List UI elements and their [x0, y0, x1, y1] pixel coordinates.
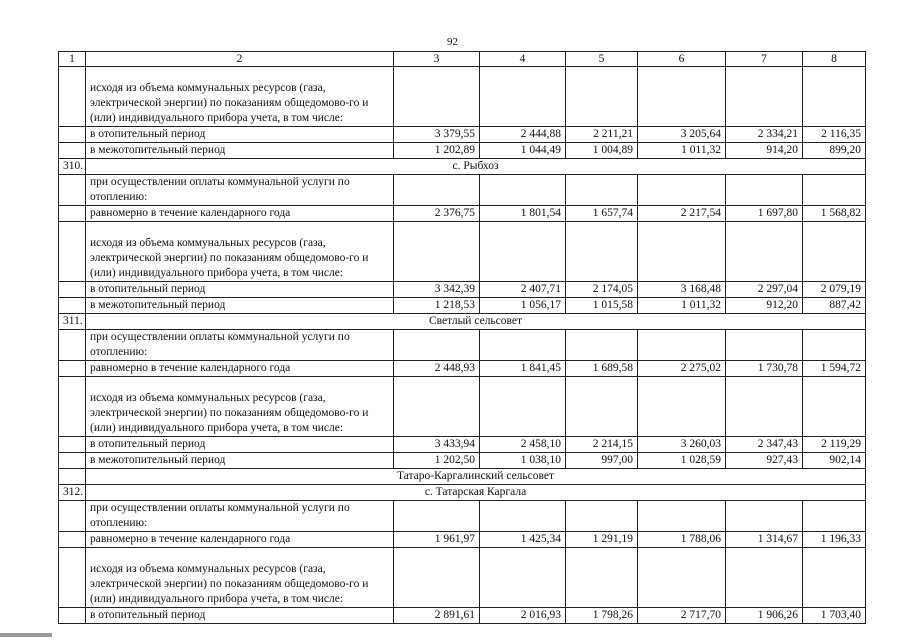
row-description: исходя из объема коммунальных ресурсов (газа, электрической энергии) по показаниям общедомово-го и (или) индивидуального прибора учета, в том числе: — [86, 377, 394, 437]
tariff-value: 1 202,89 — [394, 143, 480, 159]
row-number: 310. — [59, 159, 86, 175]
tariff-value — [803, 330, 866, 361]
tariff-value — [394, 67, 480, 127]
table-row — [59, 361, 866, 377]
scan-edge-mark — [0, 633, 52, 637]
tariff-value: 2 119,29 — [803, 437, 866, 453]
tariff-value: 1 291,19 — [566, 532, 638, 548]
section-title: с. Татарская Каргала — [86, 485, 866, 501]
row-description: равномерно в течение календарного года — [86, 206, 394, 222]
row-description: в отопительный период — [86, 608, 394, 624]
table-row — [59, 608, 866, 624]
table-row — [59, 127, 866, 143]
tariff-value — [638, 548, 726, 608]
tariff-value: 2 016,93 — [480, 608, 566, 624]
row-description: при осуществлении оплаты коммунальной услуги по отоплению: — [86, 330, 394, 361]
tariff-value — [726, 175, 803, 206]
row-number — [59, 127, 86, 143]
tariff-value — [803, 175, 866, 206]
tariff-value — [638, 67, 726, 127]
tariff-value — [394, 222, 480, 282]
table-row — [59, 282, 866, 298]
tariff-value: 1 425,34 — [480, 532, 566, 548]
tariff-value — [638, 330, 726, 361]
tariff-value — [566, 330, 638, 361]
row-description: равномерно в течение календарного года — [86, 361, 394, 377]
row-description: в межотопительный период — [86, 453, 394, 469]
tariff-value: 1 218,53 — [394, 298, 480, 314]
row-description: в межотопительный период — [86, 298, 394, 314]
tariff-value: 912,20 — [726, 298, 803, 314]
tariff-value: 1 730,78 — [726, 361, 803, 377]
column-header: 4 — [480, 52, 566, 67]
tariff-value — [394, 501, 480, 532]
row-number — [59, 469, 86, 485]
tariff-value: 887,42 — [803, 298, 866, 314]
row-description: исходя из объема коммунальных ресурсов (газа, электрической энергии) по показаниям общедомово-го и (или) индивидуального прибора учета, в том числе: — [86, 548, 394, 608]
tariff-value: 2 444,88 — [480, 127, 566, 143]
tariff-value — [803, 222, 866, 282]
tariff-value: 1 594,72 — [803, 361, 866, 377]
tariff-value — [394, 330, 480, 361]
tariff-value: 1 015,58 — [566, 298, 638, 314]
tariff-value: 2 458,10 — [480, 437, 566, 453]
row-description: исходя из объема коммунальных ресурсов (газа, электрической энергии) по показаниям общедомово-го и (или) индивидуального прибора учета, в том числе: — [86, 222, 394, 282]
tariff-value: 2 211,21 — [566, 127, 638, 143]
column-header: 1 — [59, 52, 86, 67]
row-number — [59, 377, 86, 437]
tariff-value: 914,20 — [726, 143, 803, 159]
tariff-value — [803, 377, 866, 437]
tariff-value: 3 205,64 — [638, 127, 726, 143]
tariff-value: 2 448,93 — [394, 361, 480, 377]
tariff-value: 3 342,39 — [394, 282, 480, 298]
tariff-value: 1 703,40 — [803, 608, 866, 624]
tariff-value — [480, 548, 566, 608]
tariff-value: 1 004,89 — [566, 143, 638, 159]
tariff-value — [566, 501, 638, 532]
tariff-value — [480, 330, 566, 361]
table-row — [59, 377, 866, 437]
tariff-value: 3 433,94 — [394, 437, 480, 453]
row-number — [59, 206, 86, 222]
tariff-value: 3 260,03 — [638, 437, 726, 453]
tariff-value: 902,14 — [803, 453, 866, 469]
section-row — [59, 485, 866, 501]
tariff-value: 2 376,75 — [394, 206, 480, 222]
column-header-row — [59, 52, 866, 67]
tariff-value: 1 038,10 — [480, 453, 566, 469]
row-number — [59, 548, 86, 608]
table-row — [59, 437, 866, 453]
tariff-value: 1 028,59 — [638, 453, 726, 469]
section-row — [59, 469, 866, 485]
tariff-value — [803, 67, 866, 127]
tariff-value: 1 961,97 — [394, 532, 480, 548]
row-description: исходя из объема коммунальных ресурсов (газа, электрической энергии) по показаниям общедомово-го и (или) индивидуального прибора учета, в том числе: — [86, 67, 394, 127]
tariff-value — [394, 377, 480, 437]
tariff-value: 3 168,48 — [638, 282, 726, 298]
tariff-value — [480, 175, 566, 206]
column-header: 8 — [803, 52, 866, 67]
tariff-value: 1 841,45 — [480, 361, 566, 377]
row-number — [59, 361, 86, 377]
section-row — [59, 314, 866, 330]
tariff-value: 2 717,70 — [638, 608, 726, 624]
tariff-table — [58, 51, 866, 624]
section-row — [59, 159, 866, 175]
tariff-value: 997,00 — [566, 453, 638, 469]
page-number: 92 — [447, 36, 458, 48]
tariff-value: 3 379,55 — [394, 127, 480, 143]
row-description: в отопительный период — [86, 437, 394, 453]
tariff-value — [394, 548, 480, 608]
tariff-value: 1 056,17 — [480, 298, 566, 314]
table-row — [59, 298, 866, 314]
column-header: 7 — [726, 52, 803, 67]
row-description: при осуществлении оплаты коммунальной услуги по отоплению: — [86, 175, 394, 206]
tariff-value: 2 116,35 — [803, 127, 866, 143]
tariff-value — [726, 330, 803, 361]
tariff-value — [638, 377, 726, 437]
table-row — [59, 532, 866, 548]
tariff-value: 1 011,32 — [638, 298, 726, 314]
row-number — [59, 501, 86, 532]
tariff-value — [638, 222, 726, 282]
row-description: в межотопительный период — [86, 143, 394, 159]
column-header: 2 — [86, 52, 394, 67]
tariff-value — [480, 377, 566, 437]
section-title: с. Рыбхоз — [86, 159, 866, 175]
tariff-value: 1 788,06 — [638, 532, 726, 548]
tariff-value: 2 174,05 — [566, 282, 638, 298]
table-row — [59, 143, 866, 159]
tariff-value: 1 657,74 — [566, 206, 638, 222]
tariff-value: 2 275,02 — [638, 361, 726, 377]
row-number — [59, 298, 86, 314]
row-number — [59, 143, 86, 159]
table-row — [59, 453, 866, 469]
section-title: Светлый сельсовет — [86, 314, 866, 330]
tariff-value: 1 689,58 — [566, 361, 638, 377]
tariff-value — [480, 501, 566, 532]
row-number — [59, 67, 86, 127]
tariff-value: 2 297,04 — [726, 282, 803, 298]
row-number — [59, 437, 86, 453]
tariff-value — [394, 175, 480, 206]
tariff-value — [480, 67, 566, 127]
table-row — [59, 501, 866, 532]
tariff-value: 2 891,61 — [394, 608, 480, 624]
column-header: 3 — [394, 52, 480, 67]
row-description: при осуществлении оплаты коммунальной услуги по отоплению: — [86, 501, 394, 532]
tariff-value — [566, 67, 638, 127]
tariff-value — [803, 548, 866, 608]
column-header: 5 — [566, 52, 638, 67]
tariff-value — [566, 222, 638, 282]
tariff-value: 1 568,82 — [803, 206, 866, 222]
row-number — [59, 453, 86, 469]
row-number — [59, 175, 86, 206]
tariff-value: 1 196,33 — [803, 532, 866, 548]
table-row — [59, 175, 866, 206]
tariff-value: 2 334,21 — [726, 127, 803, 143]
tariff-value: 2 217,54 — [638, 206, 726, 222]
row-description: равномерно в течение календарного года — [86, 532, 394, 548]
tariff-value — [726, 67, 803, 127]
tariff-value — [566, 175, 638, 206]
tariff-value: 899,20 — [803, 143, 866, 159]
row-number — [59, 282, 86, 298]
tariff-value: 1 044,49 — [480, 143, 566, 159]
row-description: в отопительный период — [86, 282, 394, 298]
tariff-value: 1 314,67 — [726, 532, 803, 548]
tariff-value: 927,43 — [726, 453, 803, 469]
tariff-value — [638, 175, 726, 206]
table-row — [59, 548, 866, 608]
tariff-value: 2 214,15 — [566, 437, 638, 453]
tariff-value: 2 347,43 — [726, 437, 803, 453]
tariff-value: 1 011,32 — [638, 143, 726, 159]
table-row — [59, 222, 866, 282]
table-row — [59, 67, 866, 127]
tariff-value — [803, 501, 866, 532]
tariff-value: 1 697,80 — [726, 206, 803, 222]
tariff-value — [638, 501, 726, 532]
tariff-value — [726, 222, 803, 282]
row-number — [59, 608, 86, 624]
tariff-value: 1 202,50 — [394, 453, 480, 469]
table-row — [59, 206, 866, 222]
table-body — [59, 52, 866, 624]
table-row — [59, 330, 866, 361]
tariff-value — [726, 501, 803, 532]
column-header: 6 — [638, 52, 726, 67]
tariff-value: 1 798,26 — [566, 608, 638, 624]
row-number: 312. — [59, 485, 86, 501]
tariff-value: 1 801,54 — [480, 206, 566, 222]
tariff-value: 1 906,26 — [726, 608, 803, 624]
tariff-value: 2 079,19 — [803, 282, 866, 298]
tariff-value: 2 407,71 — [480, 282, 566, 298]
row-number — [59, 222, 86, 282]
tariff-value — [726, 548, 803, 608]
row-number — [59, 330, 86, 361]
tariff-value — [480, 222, 566, 282]
section-title: Татаро-Каргалинский сельсовет — [86, 469, 866, 485]
tariff-value — [726, 377, 803, 437]
tariff-value — [566, 377, 638, 437]
tariff-value — [566, 548, 638, 608]
row-number: 311. — [59, 314, 86, 330]
row-description: в отопительный период — [86, 127, 394, 143]
row-number — [59, 532, 86, 548]
